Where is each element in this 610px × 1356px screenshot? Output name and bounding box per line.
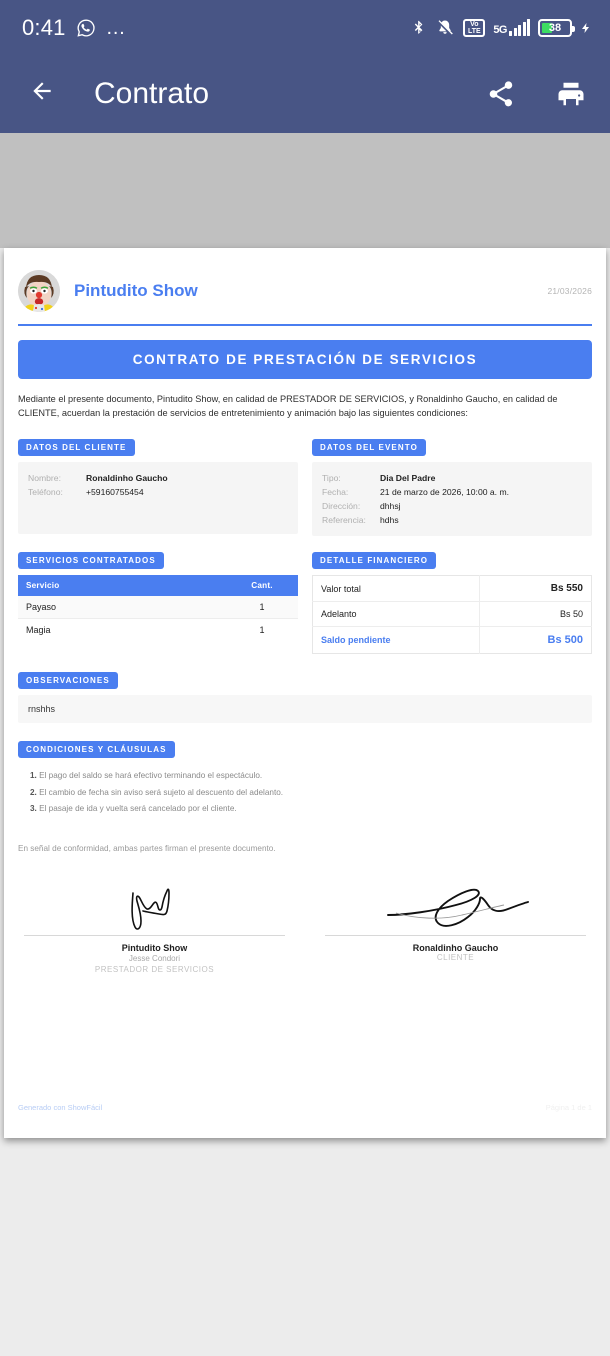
event-column bbox=[312, 437, 592, 537]
signature-subname: Jesse Condori bbox=[128, 953, 181, 963]
info-row bbox=[28, 485, 288, 499]
cell-finance-label: Adelanto bbox=[313, 602, 480, 627]
signal-bars-icon bbox=[509, 19, 530, 36]
clause-text: El pago del saldo se hará efectivo terminando el espectáculo. bbox=[39, 771, 263, 781]
info-label: Fecha: bbox=[322, 486, 349, 497]
event-info-box bbox=[312, 462, 592, 537]
document-date: 21/03/2026 bbox=[547, 286, 592, 296]
table-row-balance bbox=[313, 627, 592, 654]
info-value: Dia Del Padre bbox=[380, 472, 436, 483]
bluetooth-icon bbox=[410, 18, 427, 38]
charging-bolt-icon bbox=[580, 19, 592, 37]
app-bar-actions bbox=[486, 79, 586, 109]
client-column bbox=[18, 437, 298, 537]
section-chip-client: DATOS DEL CLIENTE bbox=[18, 439, 135, 456]
info-value: +59160755454 bbox=[86, 486, 144, 497]
column-header-service: Servicio bbox=[18, 575, 226, 596]
battery-level-label: 38 bbox=[548, 21, 562, 34]
tables-row bbox=[18, 550, 592, 654]
conformity-text: En señal de conformidad, ambas partes firman el presente documento. bbox=[18, 843, 276, 853]
info-value: Ronaldinho Gaucho bbox=[86, 472, 168, 483]
app-bar bbox=[0, 55, 610, 133]
section-chip-conditions: CONDICIONES Y CLÁUSULAS bbox=[18, 741, 175, 758]
clause-list bbox=[18, 768, 592, 817]
share-icon[interactable] bbox=[486, 79, 516, 109]
info-label: Nombre: bbox=[28, 472, 61, 483]
cell-finance-amount: Bs 50 bbox=[480, 602, 592, 627]
table-header-row bbox=[18, 575, 298, 596]
info-label: Tipo: bbox=[322, 472, 341, 483]
observations-text: rnshhs bbox=[18, 695, 592, 723]
services-table bbox=[18, 575, 298, 641]
cell-qty: 1 bbox=[226, 619, 298, 642]
pdf-viewer[interactable] bbox=[0, 133, 610, 1356]
handwritten-signature-provider bbox=[24, 875, 285, 933]
brand-name: Pintudito Show bbox=[74, 281, 198, 300]
cell-service: Payaso bbox=[18, 596, 226, 619]
section-chip-finance: DETALLE FINANCIERO bbox=[312, 552, 436, 569]
conditions-section bbox=[18, 739, 592, 817]
handwritten-signature-client bbox=[325, 875, 586, 933]
viewer-top-band bbox=[0, 133, 610, 248]
contract-page bbox=[4, 248, 606, 1138]
cell-finance-amount: Bs 550 bbox=[480, 576, 592, 602]
section-chip-observations: OBSERVACIONES bbox=[18, 672, 118, 689]
clause-number: 3. bbox=[30, 804, 37, 814]
mute-vibrate-icon bbox=[435, 18, 455, 38]
cell-finance-label: Valor total bbox=[313, 576, 480, 602]
info-label: Dirección: bbox=[322, 500, 361, 511]
cell-finance-amount: Bs 500 bbox=[480, 627, 592, 654]
network-type-label: 5G bbox=[493, 24, 507, 36]
clause-item bbox=[18, 785, 592, 801]
avatar bbox=[18, 270, 60, 312]
footer-page-label: Página 1 de 1 bbox=[545, 1103, 592, 1112]
status-overflow-icon: … bbox=[105, 16, 127, 39]
signature-name: Pintudito Show bbox=[121, 942, 188, 953]
signatures-row bbox=[18, 875, 592, 975]
info-label: Teléfono: bbox=[28, 486, 63, 497]
status-clock: 0:41 bbox=[22, 14, 66, 40]
info-value: hdhs bbox=[380, 515, 399, 526]
info-label: Referencia: bbox=[322, 515, 366, 526]
observations-section bbox=[18, 670, 592, 723]
section-chip-event: DATOS DEL EVENTO bbox=[312, 439, 426, 456]
info-row bbox=[322, 499, 582, 513]
table-row bbox=[313, 576, 592, 602]
signature-line bbox=[325, 935, 586, 962]
print-icon[interactable] bbox=[556, 79, 586, 109]
client-info-box bbox=[18, 462, 298, 534]
contract-title-banner: CONTRATO DE PRESTACIÓN DE SERVICIOS bbox=[18, 340, 592, 379]
page-title: Contrato bbox=[94, 77, 210, 110]
signature-block-provider bbox=[24, 875, 285, 975]
finance-table bbox=[312, 575, 592, 654]
column-header-qty: Cant. bbox=[226, 575, 298, 596]
info-value: dhhsj bbox=[380, 500, 401, 511]
clause-item bbox=[18, 801, 592, 817]
status-bar bbox=[0, 0, 610, 55]
info-value: 21 de marzo de 2026, 10:00 a. m. bbox=[380, 486, 509, 497]
contract-intro-text: Mediante el presente documento, Pintudito Show, en calidad de PRESTADOR DE SERVICIOS, y Ronaldinho Gaucho, en calidad de CLIENTE, acuerdan la prestación de servicios de entretenimiento y animación bajo las siguientes condiciones: bbox=[18, 394, 558, 418]
info-row bbox=[28, 471, 288, 485]
table-row bbox=[18, 619, 298, 642]
network-signal-icon bbox=[493, 19, 530, 36]
status-bar-right bbox=[410, 18, 592, 38]
table-row bbox=[18, 596, 298, 619]
finance-column bbox=[312, 550, 592, 654]
clause-number: 1. bbox=[30, 771, 37, 781]
document-header bbox=[18, 270, 592, 324]
status-bar-left bbox=[22, 15, 127, 41]
signature-role: PRESTADOR DE SERVICIOS bbox=[94, 965, 215, 975]
info-row bbox=[322, 471, 582, 485]
volte-icon: Vo LTE bbox=[463, 19, 485, 37]
signature-block-client bbox=[325, 875, 586, 975]
cell-finance-label: Saldo pendiente bbox=[321, 635, 391, 646]
info-row bbox=[322, 485, 582, 499]
cell-qty: 1 bbox=[226, 596, 298, 619]
parties-row bbox=[18, 437, 592, 537]
whatsapp-icon bbox=[76, 18, 96, 38]
battery-icon bbox=[538, 19, 572, 37]
table-row bbox=[313, 602, 592, 627]
signature-name: Ronaldinho Gaucho bbox=[412, 942, 499, 953]
info-row bbox=[322, 513, 582, 527]
document-footer bbox=[18, 1103, 592, 1112]
clause-item bbox=[18, 768, 592, 784]
clause-text: El pasaje de ida y vuelta será cancelado por el cliente. bbox=[39, 804, 237, 814]
clause-number: 2. bbox=[30, 787, 37, 797]
clause-text: El cambio de fecha sin aviso será sujeto al descuento del adelanto. bbox=[39, 787, 284, 797]
signature-role: CLIENTE bbox=[436, 952, 475, 962]
back-arrow-icon[interactable] bbox=[26, 78, 60, 110]
signature-line bbox=[24, 935, 285, 975]
section-chip-services: SERVICIOS CONTRATADOS bbox=[18, 552, 164, 569]
services-column bbox=[18, 550, 298, 654]
header-divider bbox=[18, 324, 592, 326]
footer-generator-label: Generado con ShowFácil bbox=[18, 1103, 103, 1112]
cell-service: Magia bbox=[18, 619, 226, 642]
